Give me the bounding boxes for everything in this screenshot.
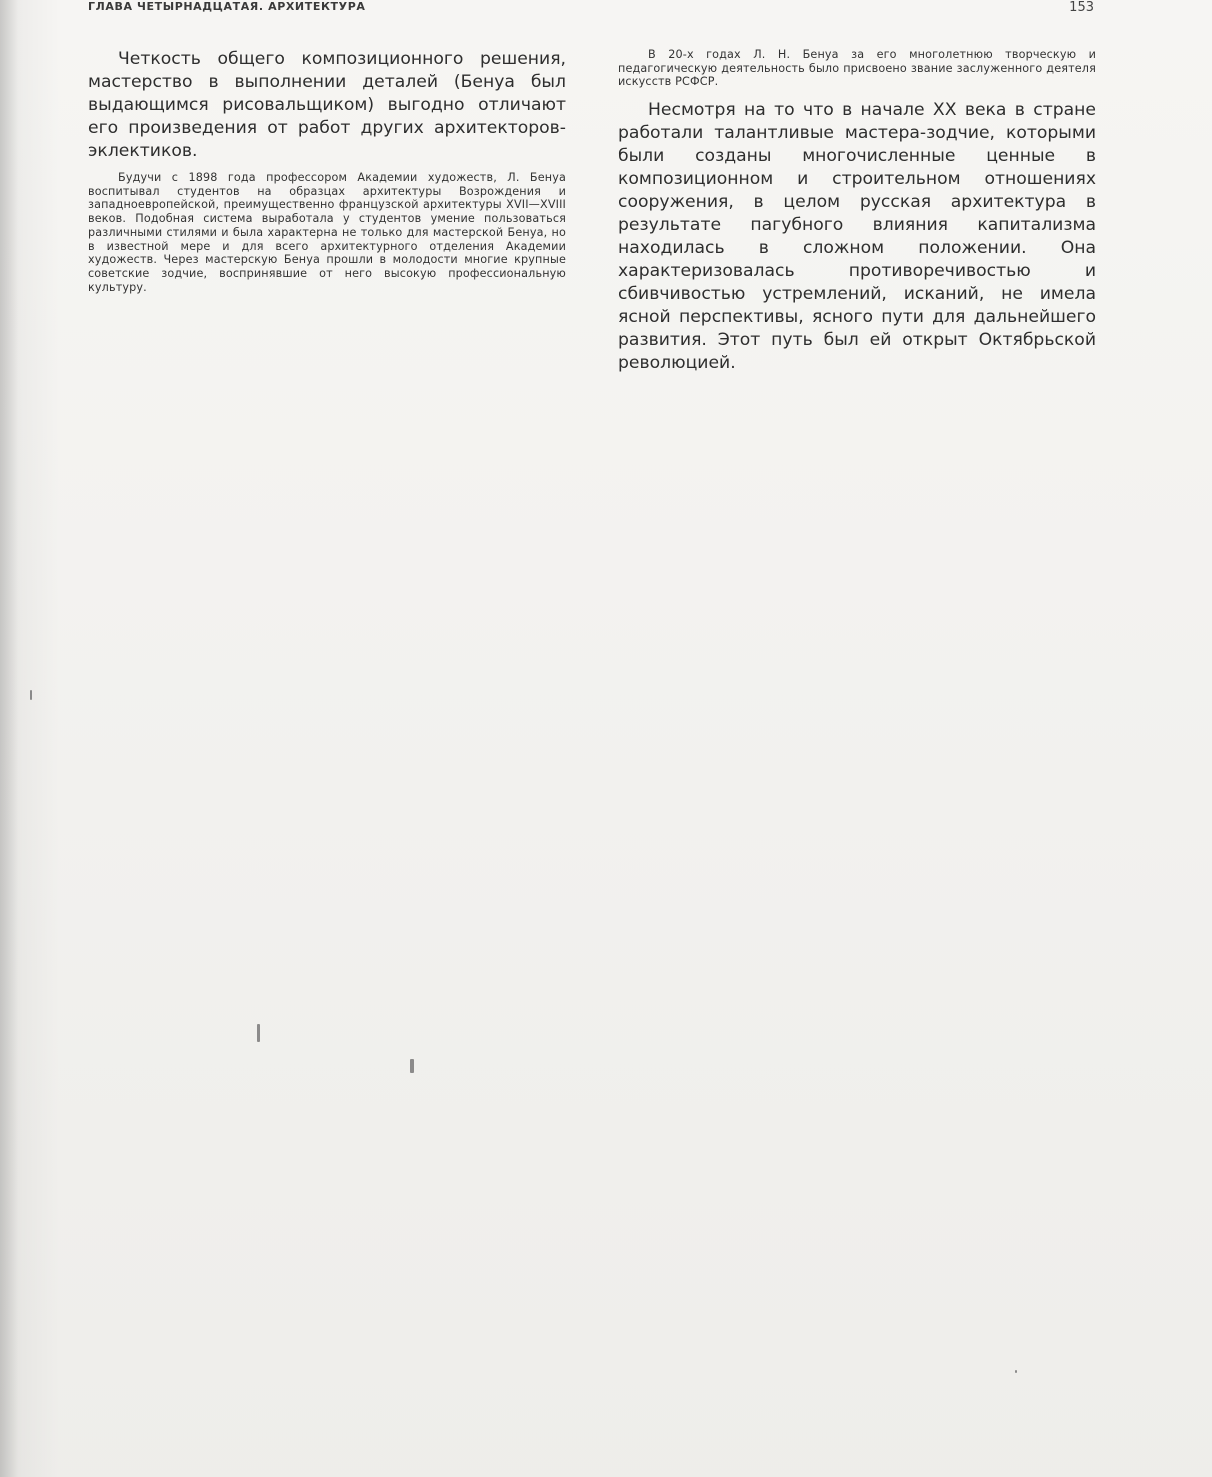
dust-speck <box>30 690 32 700</box>
running-head: ГЛАВА ЧЕТЫРНАДЦАТАЯ. АРХИТЕКТУРА <box>88 0 366 13</box>
left-column <box>88 48 566 294</box>
right-column <box>618 48 1096 375</box>
right-small-paragraph: В 20-х годах Л. Н. Бенуа за его многолетнюю творческую и педагогическую деятельность было присвоено звание заслуженного деятеля искусств РСФСР. <box>618 48 1096 89</box>
page-number: 153 <box>1069 0 1094 15</box>
paragraph-gap <box>618 89 1096 99</box>
dust-speck <box>1015 1370 1017 1373</box>
paragraph-gap <box>88 163 566 171</box>
dust-speck <box>257 1024 260 1042</box>
left-small-paragraph: Будучи с 1898 года профессором Академии художеств, Л. Бенуа воспитывал студентов на образцах архитектуры Возрождения и западноевропейской, преимущественно французской архитектуры XVII—XVIII веков. Подобная система выработала у студентов умение пользоваться различными стилями и была характерна не только для мастерской Бенуа, но в известной мере и для всего архитектурного отделения Академии художеств. Через мастерскую Бенуа прошли в молодости многие крупные советские зодчие, воспринявшие от него высокую профессиональную культуру. <box>88 171 566 294</box>
dust-speck <box>410 1059 414 1073</box>
page-spine-shadow <box>0 0 18 1477</box>
right-main-paragraph: Несмотря на то что в начале XX века в стране работали талантливые мастера-зодчие, которыми были созданы многочисленные ценные в композиционном и строительном отношениях сооружения, в целом русская архитектура в результате пагубного влияния капитализма находилась в сложном положении. Она характеризовалась противоречивостью и сбивчивостью устремлений, исканий, не имела ясной перспективы, ясного пути для дальнейшего развития. Этот путь был ей открыт Октябрьской революцией. <box>618 100 1096 374</box>
left-main-paragraph: Четкость общего композиционного решения, мастерство в выполнении деталей (Бенуа был выдающимся рисовальщиком) выгодно отличают его произведения от работ других архитекторов-эклектиков. <box>88 49 566 161</box>
